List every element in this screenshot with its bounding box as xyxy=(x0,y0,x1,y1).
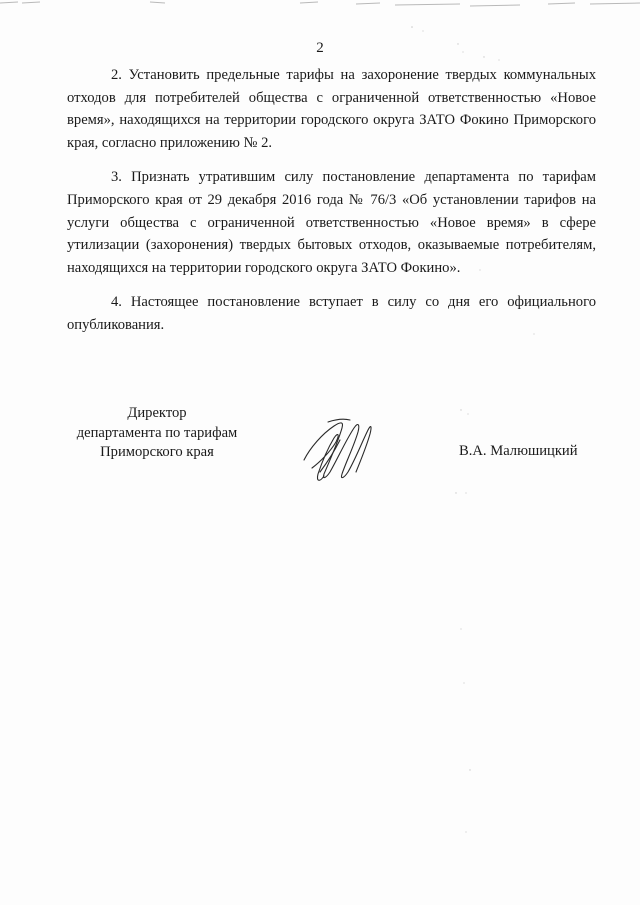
page-number: 2 xyxy=(316,40,324,56)
position-line-3: Приморского края xyxy=(100,444,214,460)
document-body xyxy=(67,64,596,349)
paragraph-item-2: 2. Установить предельные тарифы на захоронение твердых коммунальных отходов для потребителей общества с ограниченной ответственностью «Новое время», находящихся на территории городского округа ЗАТО Фокино Приморского края, согласно приложению № 2. xyxy=(67,67,596,151)
position-line-2: департамента по тарифам xyxy=(76,424,238,441)
signatory-position xyxy=(62,404,252,463)
signer-name: В.А. Малюшицкий xyxy=(459,443,578,459)
handwritten-signature xyxy=(300,412,380,486)
paragraph-item-4: 4. Настоящее постановление вступает в силу со дня его официального опубликования. xyxy=(67,294,596,333)
position-line-1: Директор xyxy=(127,405,187,421)
paragraph-item-3: 3. Признать утратившим силу постановление департамента по тарифам Приморского края от 29 декабря 2016 года № 76/3 «Об установлении тарифов на услуги общества с ограниченной ответственностью «Новое время» в сфере утилизации (захоронения) твердых бытовых отходов, оказываемые потребителям, находящихся на территории городского округа ЗАТО Фокино». xyxy=(67,169,596,276)
